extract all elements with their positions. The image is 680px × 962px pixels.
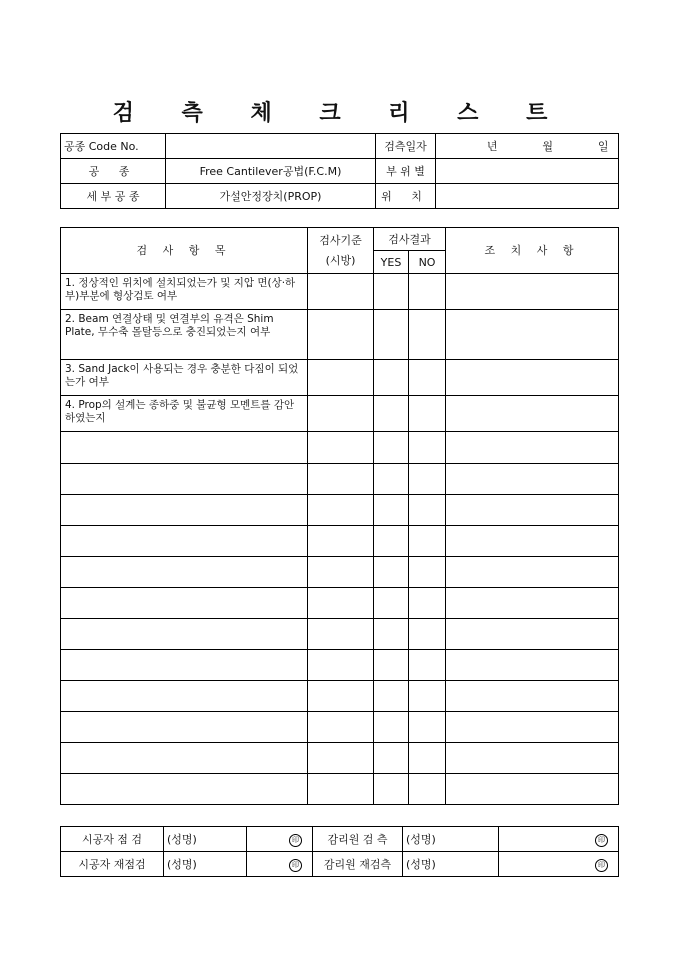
page-title: 검 측 체 크 리 스 트 (112, 100, 568, 126)
no-cell[interactable] (409, 619, 446, 650)
item-text: 1. 정상적인 위치에 설치되었는가 및 지압 면(상·하부)부분에 형상검토 여부 (61, 274, 308, 310)
work-type-label: 공 종 (61, 159, 166, 184)
item-text: 3. Sand Jack이 사용되는 경우 충분한 다짐이 되었는가 여부 (61, 360, 308, 396)
standard-cell[interactable] (308, 495, 374, 526)
location-label: 위 치 (376, 184, 436, 209)
item-cell[interactable] (61, 526, 308, 557)
no-cell[interactable] (409, 310, 446, 360)
yes-cell[interactable] (374, 464, 409, 495)
seal-icon: 印 (289, 859, 302, 872)
standard-cell[interactable] (308, 274, 374, 310)
code-no-label: 공종 Code No. (61, 134, 166, 159)
action-cell[interactable] (446, 650, 619, 681)
item-cell[interactable] (61, 650, 308, 681)
action-cell[interactable] (446, 743, 619, 774)
no-cell[interactable] (409, 681, 446, 712)
yes-cell[interactable] (374, 396, 409, 432)
action-cell[interactable] (446, 396, 619, 432)
action-cell[interactable] (446, 526, 619, 557)
yes-cell[interactable] (374, 495, 409, 526)
action-cell[interactable] (446, 557, 619, 588)
col-standard-line2: (시방) (325, 253, 356, 267)
signature-table (60, 826, 619, 877)
item-cell[interactable] (61, 743, 308, 774)
yes-cell[interactable] (374, 743, 409, 774)
contractor-check-seal (247, 827, 313, 852)
sub-work-type-label: 세 부 공 종 (61, 184, 166, 209)
yes-cell[interactable] (374, 310, 409, 360)
standard-cell[interactable] (308, 396, 374, 432)
col-item-header: 검 사 항 목 (61, 228, 308, 274)
yes-cell[interactable] (374, 526, 409, 557)
standard-cell[interactable] (308, 712, 374, 743)
table-row (61, 650, 619, 681)
table-row (61, 557, 619, 588)
contractor-recheck-seal (247, 852, 313, 877)
no-cell[interactable] (409, 650, 446, 681)
supervisor-reinspect-label: 감리원 재검측 (313, 852, 403, 877)
no-cell[interactable] (409, 743, 446, 774)
inspection-date-label: 검측일자 (376, 134, 436, 159)
date-month-label: 월 (542, 139, 553, 153)
standard-cell[interactable] (308, 526, 374, 557)
action-cell[interactable] (446, 495, 619, 526)
table-row (61, 432, 619, 464)
table-row (61, 774, 619, 805)
standard-cell[interactable] (308, 681, 374, 712)
table-row (61, 681, 619, 712)
item-cell[interactable] (61, 464, 308, 495)
sub-work-type-value: 가설안정장치(PROP) (166, 184, 376, 209)
action-cell[interactable] (446, 274, 619, 310)
no-cell[interactable] (409, 774, 446, 805)
table-row (61, 588, 619, 619)
standard-cell[interactable] (308, 557, 374, 588)
seal-icon: 印 (289, 834, 302, 847)
standard-cell[interactable] (308, 743, 374, 774)
inspection-date-field[interactable] (436, 134, 619, 159)
action-cell[interactable] (446, 588, 619, 619)
standard-cell[interactable] (308, 310, 374, 360)
col-standard-header (308, 228, 374, 274)
yes-cell[interactable] (374, 650, 409, 681)
standard-cell[interactable] (308, 432, 374, 464)
action-cell[interactable] (446, 464, 619, 495)
yes-cell[interactable] (374, 588, 409, 619)
yes-cell[interactable] (374, 432, 409, 464)
table-row (61, 310, 619, 360)
inspection-items-table (60, 227, 619, 805)
col-yes-header: YES (374, 251, 409, 274)
seal-icon: 印 (595, 859, 608, 872)
yes-cell[interactable] (374, 619, 409, 650)
item-cell[interactable] (61, 557, 308, 588)
item-cell[interactable] (61, 495, 308, 526)
item-cell[interactable] (61, 681, 308, 712)
col-result-header: 검사결과 (374, 228, 446, 251)
action-cell[interactable] (446, 774, 619, 805)
item-cell[interactable] (61, 774, 308, 805)
yes-cell[interactable] (374, 557, 409, 588)
no-cell[interactable] (409, 396, 446, 432)
standard-cell[interactable] (308, 588, 374, 619)
table-row (61, 526, 619, 557)
header-info-table (60, 133, 619, 209)
item-text: 2. Beam 연결상태 및 연결부의 유격은 Shim Plate, 무수축 몰탈등으로 충진되었는지 여부 (61, 310, 308, 360)
no-cell[interactable] (409, 588, 446, 619)
table-row (61, 464, 619, 495)
action-cell[interactable] (446, 432, 619, 464)
table-row (61, 396, 619, 432)
yes-cell[interactable] (374, 360, 409, 396)
table-row (61, 360, 619, 396)
no-cell[interactable] (409, 712, 446, 743)
item-cell[interactable] (61, 432, 308, 464)
standard-cell[interactable] (308, 360, 374, 396)
action-cell[interactable] (446, 681, 619, 712)
yes-cell[interactable] (374, 274, 409, 310)
standard-cell[interactable] (308, 464, 374, 495)
table-row (61, 495, 619, 526)
table-row (61, 274, 619, 310)
item-cell[interactable] (61, 588, 308, 619)
action-cell[interactable] (446, 619, 619, 650)
no-cell[interactable] (409, 495, 446, 526)
location-field[interactable] (436, 184, 619, 209)
table-row (61, 743, 619, 774)
table-row (61, 712, 619, 743)
no-cell[interactable] (409, 432, 446, 464)
no-cell[interactable] (409, 464, 446, 495)
supervisor-reinspect-seal (499, 852, 619, 877)
col-action-header: 조 치 사 항 (446, 228, 619, 274)
contractor-check-name[interactable]: (성명) (164, 827, 247, 852)
work-type-value: Free Cantilever공법(F.C.M) (166, 159, 376, 184)
no-cell[interactable] (409, 360, 446, 396)
item-cell[interactable] (61, 619, 308, 650)
contractor-check-label: 시공자 점 검 (61, 827, 164, 852)
yes-cell[interactable] (374, 712, 409, 743)
standard-cell[interactable] (308, 774, 374, 805)
no-cell[interactable] (409, 526, 446, 557)
standard-cell[interactable] (308, 650, 374, 681)
supervisor-inspect-seal (499, 827, 619, 852)
part-field[interactable] (436, 159, 619, 184)
no-cell[interactable] (409, 557, 446, 588)
yes-cell[interactable] (374, 774, 409, 805)
standard-cell[interactable] (308, 619, 374, 650)
action-cell[interactable] (446, 360, 619, 396)
date-year-label: 년 (486, 139, 498, 153)
col-standard-line1: 검사기준 (319, 233, 362, 247)
yes-cell[interactable] (374, 681, 409, 712)
supervisor-inspect-name[interactable]: (성명) (403, 827, 499, 852)
table-row (61, 619, 619, 650)
supervisor-reinspect-name[interactable]: (성명) (403, 852, 499, 877)
item-text: 4. Prop의 설계는 종하중 및 불균형 모멘트를 감안 하였는지 (61, 396, 308, 432)
code-no-field[interactable] (166, 134, 376, 159)
part-label: 부 위 별 (376, 159, 436, 184)
seal-icon: 印 (595, 834, 608, 847)
supervisor-inspect-label: 감리원 검 측 (313, 827, 403, 852)
no-cell[interactable] (409, 274, 446, 310)
contractor-recheck-label: 시공자 재점검 (61, 852, 164, 877)
item-cell[interactable] (61, 712, 308, 743)
date-day-label: 일 (597, 139, 609, 153)
action-cell[interactable] (446, 712, 619, 743)
action-cell[interactable] (446, 310, 619, 360)
col-no-header: NO (409, 251, 446, 274)
contractor-recheck-name[interactable]: (성명) (164, 852, 247, 877)
